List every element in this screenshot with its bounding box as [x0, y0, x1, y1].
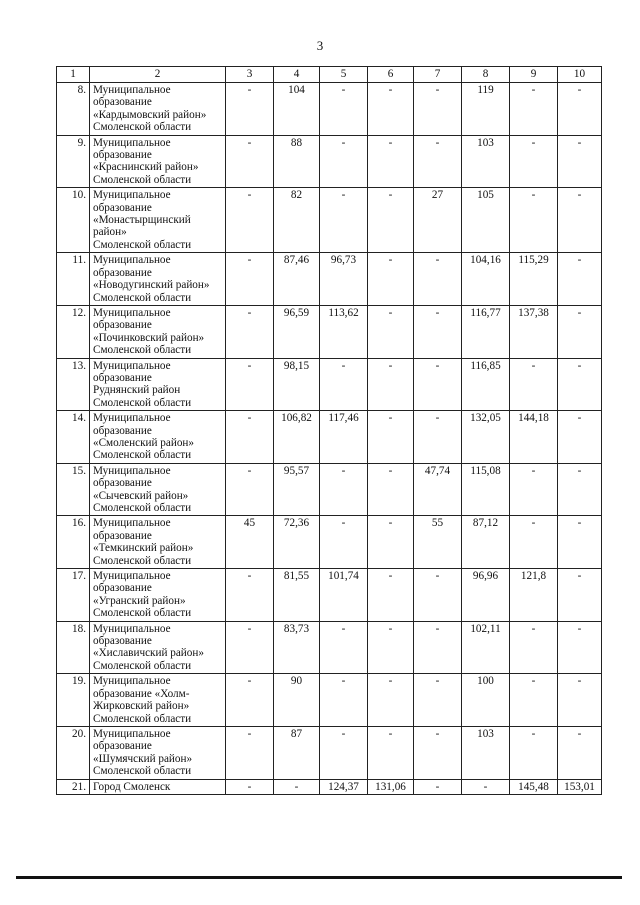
value-cell-10: - — [558, 726, 602, 779]
municipality-name-line: образование — [93, 635, 152, 648]
municipality-name-line: Муниципальное — [93, 136, 171, 149]
municipality-name — [90, 516, 226, 569]
column-header: 7 — [414, 67, 462, 83]
value-cell-10: - — [558, 516, 602, 569]
municipality-name-line: Смоленской области — [93, 659, 192, 672]
value-cell-4: 88 — [274, 135, 320, 188]
column-header: 5 — [320, 67, 368, 83]
municipality-name-line: «Краснинский район» — [93, 161, 199, 174]
value-cell-9: 115,29 — [510, 253, 558, 306]
value-cell-5: - — [320, 516, 368, 569]
value-cell-3: - — [226, 253, 274, 306]
value-cell-4: - — [274, 779, 320, 794]
value-cell-5: 124,37 — [320, 779, 368, 794]
value-cell-3: - — [226, 305, 274, 358]
table-row — [57, 621, 602, 674]
municipality-name-line: «Шумячский район» — [93, 752, 193, 765]
data-table — [56, 66, 602, 795]
value-cell-7: - — [414, 305, 462, 358]
value-cell-5: 113,62 — [320, 305, 368, 358]
municipality-name-line: Смоленской области — [93, 765, 192, 778]
value-cell-6: - — [368, 358, 414, 411]
value-cell-10: - — [558, 83, 602, 136]
municipality-name-line: образование «Холм- — [93, 687, 190, 700]
value-cell-4: 104 — [274, 83, 320, 136]
column-header: 10 — [558, 67, 602, 83]
value-cell-4: 98,15 — [274, 358, 320, 411]
row-number: 19. — [57, 674, 90, 727]
value-cell-8: 103 — [462, 135, 510, 188]
value-cell-10: - — [558, 135, 602, 188]
table-row — [57, 358, 602, 411]
table-row — [57, 305, 602, 358]
value-cell-8: 116,77 — [462, 305, 510, 358]
value-cell-3: - — [226, 569, 274, 622]
municipality-name-line: Муниципальное — [93, 189, 171, 202]
municipality-name-line: Смоленской области — [93, 449, 192, 462]
municipality-name-line: образование — [93, 319, 152, 332]
value-cell-7: - — [414, 135, 462, 188]
value-cell-7: - — [414, 726, 462, 779]
value-cell-5: - — [320, 463, 368, 516]
value-cell-4: 87 — [274, 726, 320, 779]
value-cell-9: 144,18 — [510, 411, 558, 464]
municipality-name — [90, 188, 226, 253]
value-cell-9: - — [510, 621, 558, 674]
value-cell-9: - — [510, 674, 558, 727]
value-cell-5: 101,74 — [320, 569, 368, 622]
value-cell-9: - — [510, 358, 558, 411]
value-cell-7: - — [414, 621, 462, 674]
value-cell-3: - — [226, 463, 274, 516]
municipality-name-line: Жирковский район» — [93, 700, 190, 713]
value-cell-4: 72,36 — [274, 516, 320, 569]
municipality-name-line: Смоленской области — [93, 712, 192, 725]
municipality-name-line: Муниципальное — [93, 306, 171, 319]
municipality-name-line: Смоленской области — [93, 502, 192, 514]
column-header: 8 — [462, 67, 510, 83]
value-cell-8: 116,85 — [462, 358, 510, 411]
municipality-name-line: образование — [93, 582, 152, 595]
value-cell-3: - — [226, 726, 274, 779]
municipality-name — [90, 135, 226, 188]
value-cell-8: 87,12 — [462, 516, 510, 569]
column-header: 1 — [57, 67, 90, 83]
table-row — [57, 83, 602, 136]
row-number: 9. — [57, 135, 90, 188]
municipality-name-line: «Смоленский район» — [93, 436, 195, 449]
row-number: 8. — [57, 83, 90, 136]
value-cell-8: 104,16 — [462, 253, 510, 306]
value-cell-3: - — [226, 779, 274, 794]
municipality-name-line: Смоленской области — [93, 344, 192, 357]
column-header: 4 — [274, 67, 320, 83]
value-cell-6: - — [368, 411, 414, 464]
municipality-name-line: Смоленской области — [93, 121, 192, 134]
value-cell-7: - — [414, 83, 462, 136]
header-row — [57, 67, 602, 83]
bottom-divider — [16, 876, 622, 879]
value-cell-4: 87,46 — [274, 253, 320, 306]
municipality-name — [90, 779, 226, 794]
municipality-name — [90, 83, 226, 136]
value-cell-8: 132,05 — [462, 411, 510, 464]
column-header: 2 — [90, 67, 226, 83]
municipality-name-line: Муниципальное — [93, 517, 171, 530]
municipality-name-line: Смоленской области — [93, 291, 192, 304]
value-cell-7: - — [414, 253, 462, 306]
value-cell-7: 55 — [414, 516, 462, 569]
municipality-name-line: Муниципальное — [93, 675, 171, 688]
value-cell-9: - — [510, 726, 558, 779]
table-row — [57, 188, 602, 253]
value-cell-8: 105 — [462, 188, 510, 253]
value-cell-6: - — [368, 621, 414, 674]
municipality-name-line: Смоленской области — [93, 607, 192, 620]
value-cell-7: - — [414, 358, 462, 411]
municipality-name-line: Город Смоленск — [93, 780, 171, 793]
value-cell-6: - — [368, 83, 414, 136]
value-cell-5: - — [320, 726, 368, 779]
municipality-name-line: Муниципальное — [93, 622, 171, 635]
municipality-name — [90, 358, 226, 411]
value-cell-6: 131,06 — [368, 779, 414, 794]
row-number: 18. — [57, 621, 90, 674]
value-cell-10: - — [558, 569, 602, 622]
value-cell-9: - — [510, 516, 558, 569]
value-cell-10: - — [558, 253, 602, 306]
value-cell-10: - — [558, 621, 602, 674]
value-cell-8: 103 — [462, 726, 510, 779]
value-cell-6: - — [368, 674, 414, 727]
table-row — [57, 411, 602, 464]
municipality-name — [90, 726, 226, 779]
value-cell-9: - — [510, 463, 558, 516]
value-cell-3: - — [226, 188, 274, 253]
municipality-name-line: «Кардымовский район» — [93, 108, 207, 121]
municipality-name — [90, 253, 226, 306]
municipality-name — [90, 463, 226, 516]
value-cell-8: 96,96 — [462, 569, 510, 622]
value-cell-8: 119 — [462, 83, 510, 136]
value-cell-6: - — [368, 253, 414, 306]
value-cell-6: - — [368, 135, 414, 188]
table-row — [57, 516, 602, 569]
municipality-name-line: «Монастырщинский — [93, 214, 191, 227]
municipality-name — [90, 569, 226, 622]
municipality-name-line: «Починковский район» — [93, 331, 205, 344]
municipality-name-line: «Сычевский район» — [93, 489, 189, 502]
row-number: 16. — [57, 516, 90, 569]
value-cell-7: - — [414, 569, 462, 622]
value-cell-5: - — [320, 83, 368, 136]
value-cell-10: - — [558, 463, 602, 516]
value-cell-7: 27 — [414, 188, 462, 253]
municipality-name-line: образование — [93, 529, 152, 542]
municipality-name-line: Смоленской области — [93, 396, 192, 409]
table-row — [57, 779, 602, 794]
municipality-name — [90, 674, 226, 727]
value-cell-9: 145,48 — [510, 779, 558, 794]
table-row — [57, 135, 602, 188]
value-cell-5: - — [320, 621, 368, 674]
municipality-name-line: образование — [93, 201, 152, 214]
value-cell-9: 121,8 — [510, 569, 558, 622]
value-cell-10: - — [558, 358, 602, 411]
value-cell-3: - — [226, 83, 274, 136]
municipality-name-line: образование — [93, 96, 152, 109]
row-number: 17. — [57, 569, 90, 622]
value-cell-6: - — [368, 569, 414, 622]
municipality-name-line: «Хиславичский район» — [93, 647, 204, 660]
value-cell-4: 81,55 — [274, 569, 320, 622]
municipality-name-line: Руднянский район — [93, 384, 181, 397]
value-cell-3: - — [226, 411, 274, 464]
value-cell-3: 45 — [226, 516, 274, 569]
value-cell-10: - — [558, 188, 602, 253]
column-header: 3 — [226, 67, 274, 83]
row-number: 11. — [57, 253, 90, 306]
value-cell-3: - — [226, 135, 274, 188]
value-cell-8: 115,08 — [462, 463, 510, 516]
municipality-name-line: Смоленской области — [93, 554, 192, 567]
value-cell-7: - — [414, 779, 462, 794]
municipality-name-line: Смоленской области — [93, 173, 192, 186]
row-number: 10. — [57, 188, 90, 253]
value-cell-9: - — [510, 135, 558, 188]
row-number: 14. — [57, 411, 90, 464]
row-number: 12. — [57, 305, 90, 358]
value-cell-5: 96,73 — [320, 253, 368, 306]
value-cell-5: - — [320, 674, 368, 727]
value-cell-9: - — [510, 83, 558, 136]
value-cell-5: - — [320, 135, 368, 188]
row-number: 21. — [57, 779, 90, 794]
value-cell-6: - — [368, 188, 414, 253]
municipality-name-line: «Угранский район» — [93, 594, 186, 607]
municipality-name-line: Муниципальное — [93, 464, 171, 477]
municipality-name-line: Муниципальное — [93, 570, 171, 583]
municipality-name-line: образование — [93, 740, 152, 753]
table-row — [57, 463, 602, 516]
value-cell-5: - — [320, 188, 368, 253]
row-number: 15. — [57, 463, 90, 516]
value-cell-5: 117,46 — [320, 411, 368, 464]
value-cell-7: 47,74 — [414, 463, 462, 516]
value-cell-10: - — [558, 305, 602, 358]
row-number: 20. — [57, 726, 90, 779]
value-cell-10: - — [558, 674, 602, 727]
value-cell-5: - — [320, 358, 368, 411]
municipality-name-line: образование — [93, 266, 152, 279]
municipality-name-line: образование — [93, 424, 152, 437]
value-cell-3: - — [226, 358, 274, 411]
value-cell-9: 137,38 — [510, 305, 558, 358]
value-cell-3: - — [226, 621, 274, 674]
value-cell-4: 95,57 — [274, 463, 320, 516]
municipality-name — [90, 411, 226, 464]
page-number: 3 — [316, 38, 324, 53]
value-cell-4: 96,59 — [274, 305, 320, 358]
value-cell-7: - — [414, 411, 462, 464]
municipality-name-line: Муниципальное — [93, 84, 171, 96]
value-cell-6: - — [368, 305, 414, 358]
value-cell-10: 153,01 — [558, 779, 602, 794]
municipality-name-line: Муниципальное — [93, 727, 171, 740]
table-row — [57, 726, 602, 779]
municipality-name-line: «Новодугинский район» — [93, 279, 210, 292]
column-header: 9 — [510, 67, 558, 83]
value-cell-8: 102,11 — [462, 621, 510, 674]
value-cell-4: 82 — [274, 188, 320, 253]
value-cell-6: - — [368, 463, 414, 516]
municipality-name-line: Муниципальное — [93, 412, 171, 425]
value-cell-4: 90 — [274, 674, 320, 727]
value-cell-6: - — [368, 726, 414, 779]
table-row — [57, 569, 602, 622]
row-number: 13. — [57, 358, 90, 411]
table-row — [57, 674, 602, 727]
value-cell-7: - — [414, 674, 462, 727]
value-cell-10: - — [558, 411, 602, 464]
table-row — [57, 253, 602, 306]
value-cell-9: - — [510, 188, 558, 253]
municipality-name-line: образование — [93, 477, 152, 490]
municipality-name-line: образование — [93, 371, 152, 384]
municipality-name-line: образование — [93, 149, 152, 162]
municipality-name — [90, 621, 226, 674]
value-cell-8: - — [462, 779, 510, 794]
municipality-name-line: Муниципальное — [93, 254, 171, 267]
municipality-name-line: район» — [93, 226, 127, 239]
municipality-name-line: «Темкинский район» — [93, 542, 194, 555]
column-header: 6 — [368, 67, 414, 83]
value-cell-8: 100 — [462, 674, 510, 727]
value-cell-4: 83,73 — [274, 621, 320, 674]
municipality-name-line: Муниципальное — [93, 359, 171, 372]
table-body — [57, 83, 602, 795]
value-cell-3: - — [226, 674, 274, 727]
value-cell-6: - — [368, 516, 414, 569]
value-cell-4: 106,82 — [274, 411, 320, 464]
municipality-name-line: Смоленской области — [93, 238, 192, 251]
municipality-name — [90, 305, 226, 358]
